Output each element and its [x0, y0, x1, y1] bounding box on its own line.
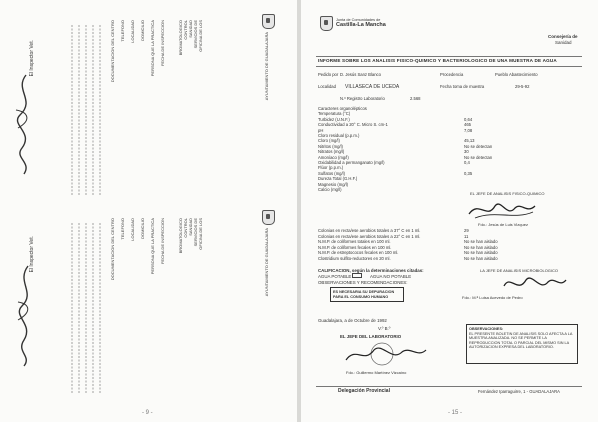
bacterio-row-value: No se han aislado — [464, 244, 498, 250]
analysis-row-value: 45,13 — [464, 138, 475, 144]
left-form1-field: LOCALIDAD — [130, 20, 135, 43]
left-form2-stamp-line: CONTROL — [183, 218, 188, 238]
bacterio-row-label: Colonias en recta/ese aerobios totales a 22° C en 1 ml. — [318, 233, 421, 239]
bacterio-row-value: 11 — [464, 233, 469, 239]
left-form2-signature — [6, 260, 46, 370]
analysis-row-label: Dureza Total (G.H.F.) — [318, 176, 358, 182]
date-line: Guadalajara, a de Octubre de 1992 — [318, 318, 387, 323]
analysis-row-label: Nitritos (mg/l) — [318, 143, 343, 149]
analysis-row-value: No se detectan — [464, 154, 493, 160]
left-form1-header: AYUNTAMIENTO DE GUADALAJARA — [264, 32, 269, 101]
department-line: Consejería de — [548, 34, 578, 39]
bacterio-row-value: No se han aislado — [464, 250, 498, 256]
analysis-row-value: No se detectan — [464, 143, 493, 149]
header-field-value: D. Jesús Sanz Blanco — [340, 72, 381, 77]
analysis-row-value: 30 — [464, 149, 469, 155]
left-form1-ruled-lines — [60, 20, 110, 200]
left-form2-stamp-line: OFICINA DE LOS — [198, 218, 203, 250]
vb-line: V.º B.º — [378, 326, 391, 331]
analysis-row-label: Cloro (mg/l) — [318, 138, 340, 144]
analysis-row-label: Conductividad a 20° C. Micro S. cm-1 — [318, 122, 388, 128]
analysis-row-value: 7,08 — [464, 127, 473, 133]
left-form1-signature — [6, 70, 46, 180]
qualification-not-potable: AGUA NO POTABLE — [370, 274, 412, 279]
left-form2-field: DOCUMENTACION DEL CENTRO — [110, 218, 115, 281]
header-field-label: Procedencia — [440, 72, 464, 77]
qualification-line: CALIFICACION, según la determinaciones citadas: — [318, 268, 424, 273]
logo-title: Castilla-La Mancha — [336, 22, 386, 28]
bacterio-row-value: No se han aislado — [464, 239, 498, 245]
bacterio-row-label: Colonias en recta/ese aerobios totales a 37° C en 1 ml. — [318, 228, 421, 233]
analysis-row-label: Nitratos (mg/l) — [318, 149, 345, 155]
qualification-potable: AGUA POTABLE — [318, 274, 352, 279]
footer-rule — [316, 386, 582, 387]
left-form2-handwriting: El Inspector Vet. — [29, 236, 35, 273]
crest-icon — [320, 16, 333, 31]
analysis-row-label: Sulfatos (mg/l) — [318, 170, 345, 176]
left-form2-stamp-line: BROMATOLOGICO — [178, 218, 183, 254]
report-title: INFORME SOBRE LOS ANALISIS FISICO-QUIMICO Y BACTERIOLOGICO DE UNA MUESTRA DE AGUA — [318, 58, 557, 63]
header-field-label: N.º Registro Laboratorio — [340, 96, 385, 101]
header-field-value: 2.568 — [410, 96, 421, 101]
department-line: Sanidad — [555, 40, 572, 45]
header-field-label: Fecha toma de muestra — [440, 84, 485, 89]
title-rule — [316, 66, 582, 67]
analysis-row-value: 0,64 — [464, 116, 473, 122]
crest-icon — [262, 14, 275, 29]
left-form1-stamp-line: SERVICIOS DE — [193, 20, 198, 49]
micro-signature-mark — [500, 272, 570, 296]
analysis-row-label: Amoníaco (mg/l) — [318, 154, 349, 160]
bacterio-row-label: Clostridium sulfito-reductores en 20 ml. — [318, 256, 391, 261]
potable-checkbox — [352, 273, 362, 278]
footer-right: Fernández Iparraguirre, 1 - GUADALAJARA — [478, 389, 560, 394]
left-form1-stamp-line: SANIDAD — [188, 20, 193, 38]
analysis-row-label: Caracteres organolépticos — [318, 106, 367, 111]
bacterio-row-value: No se han aislado — [464, 256, 498, 261]
left-page-number: - 9 - — [142, 410, 153, 416]
left-form2-header: AYUNTAMIENTO DE GUADALAJARA — [264, 228, 269, 297]
logo-line: Junta de Comunidades de — [336, 18, 381, 22]
bacterio-row-label: N.M.P. de coliformes fecales en 100 ml. — [318, 244, 392, 250]
analysis-row-label: Cloro residual (p.p.m.) — [318, 133, 360, 138]
analysis-row-label: pH — [318, 127, 324, 133]
left-form1-field: TELEFONO — [120, 20, 125, 42]
left-form1-field: DOCUMENTACION DEL CENTRO — [110, 20, 115, 83]
header-field-label: Pedido por — [318, 72, 339, 77]
analysis-row-value: 0,35 — [464, 170, 473, 176]
title-rule — [316, 56, 582, 57]
observations-title: OBSERVACIONES: — [469, 327, 504, 331]
bacterio-row-label: N.M.P. de coliformes totales en 100 ml. — [318, 239, 391, 245]
observations-label: OBSERVACIONES Y RECOMENDACIONES: — [318, 280, 408, 285]
lab-head-name: Fdo.: Guillermo Martínez Vizcaíno — [346, 370, 407, 375]
left-form2-stamp-line: SANIDAD — [188, 218, 193, 236]
micro-signature-name: Fdo.: M.ª Luisa Acevedo de Pedro — [462, 295, 523, 300]
footer-left: Delegación Provincial — [338, 388, 390, 394]
left-form2-field: DOMICILIO — [140, 218, 145, 239]
left-form2-field: PERSONA QUE LA PRACTICA — [150, 218, 155, 275]
left-form2-field: LOCALIDAD — [130, 218, 135, 241]
analysis-row-label: Flúor (p.p.m.) — [318, 165, 344, 171]
micro-signature-role: LA JEFE DE ANALISIS MICROBIOLOGICO — [480, 268, 559, 273]
lab-head-role: EL JEFE DEL LABORATORIO — [340, 334, 402, 339]
header-field-value: 29-5-92 — [515, 84, 530, 89]
left-form2-stamp-line: SERVICIOS DE — [193, 218, 198, 247]
left-form2-field: FECHA DE INSPECCION — [160, 218, 165, 265]
header-field-label: Localidad — [318, 84, 336, 89]
analysis-row-value: 465 — [464, 122, 471, 128]
bacterio-row-value: 29 — [464, 228, 469, 233]
left-form1-field: PERSONA QUE LA PRACTICA — [150, 20, 155, 77]
observations-box — [466, 324, 578, 364]
chem-signature-name: Fdo.: Jesús de Luis Vizquez — [478, 222, 528, 227]
left-form2-field: TELEFONO — [120, 218, 125, 240]
chem-signature-mark — [465, 196, 540, 224]
analysis-row-value: 0,4 — [464, 160, 470, 165]
chem-signature-role: EL JEFE DE ANALISIS FISICO-QUIMICO — [470, 191, 545, 196]
left-form2-ruled-lines — [60, 218, 110, 398]
left-form1-field: FECHA DE INSPECCION — [160, 20, 165, 67]
left-form1-stamp-line: CONTROL — [183, 20, 188, 40]
header-field-value: VILLASECA DE UCEDA — [345, 84, 400, 90]
analysis-row-label: Oxidabilidad a permanganato (mg/l) — [318, 160, 385, 165]
right-page-number: - 15 - — [448, 410, 463, 416]
left-form1-handwriting: El Inspector Vet. — [29, 40, 35, 77]
observations-text: EL PRESENTE BOLETIN DE ANALISIS SOLO AFECTA A LA MUESTRA ANALIZADA. NO SE PERMITE LA REPRODUCCION TOTAL O PARCIAL DEL MISMO SIN LA AUTORIZACION EXPRESA DEL LABORATORIO. — [469, 331, 573, 350]
analysis-row-label: Turbidez (U.N.F.) — [318, 116, 350, 122]
lab-head-signature-mark — [340, 340, 430, 370]
analysis-row-label: Magnesio (mg/l) — [318, 181, 349, 187]
left-form1-field: DOMICILIO — [140, 20, 145, 41]
analysis-row-label: Temperatura (°C) — [318, 111, 351, 117]
crest-icon — [262, 210, 275, 225]
bacterio-row-label: N.M.P. de estreptococos fecales en 100 ml. — [318, 250, 399, 256]
qualification-stamp: ES NECESARIA SU DEPURACION PARA EL CONSUMO HUMANO — [330, 287, 404, 302]
left-form1-stamp-line: OFICINA DE LOS — [198, 20, 203, 52]
header-field-value: Pueblo Abastecimiento — [495, 72, 538, 77]
analysis-row-label: Calcio (mg/l) — [318, 187, 342, 192]
left-form1-stamp-line: BROMATOLOGICO — [178, 20, 183, 56]
